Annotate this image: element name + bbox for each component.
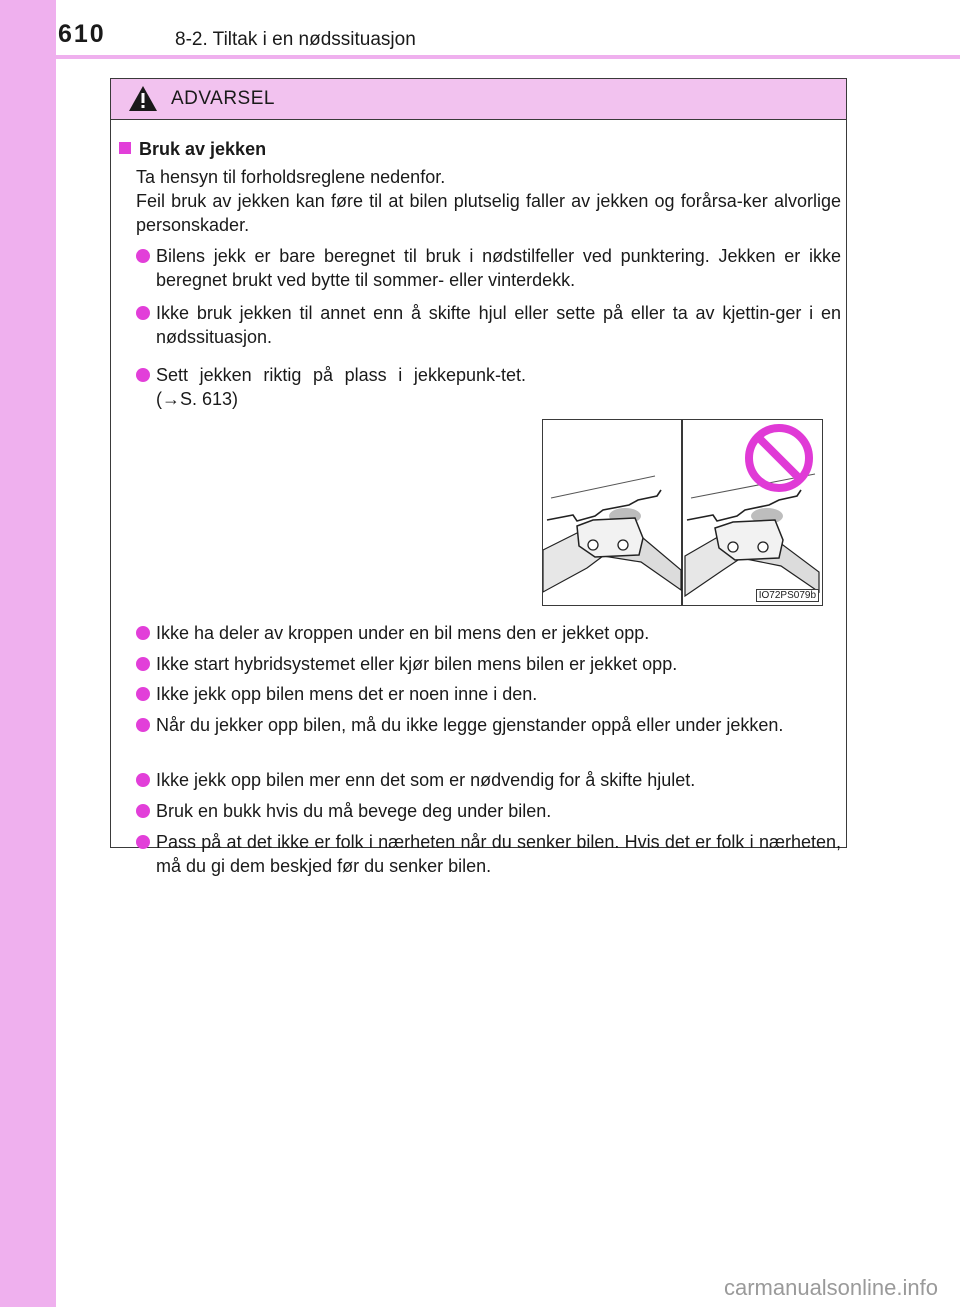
square-bullet-icon xyxy=(119,142,131,154)
side-band xyxy=(0,0,56,1307)
list-item: Når du jekker opp bilen, må du ikke legge gjenstander oppå eller under jekken. xyxy=(136,713,841,737)
intro-line-2: Feil bruk av jekken kan føre til at bilen plutselig faller av jekken og forårsa-ker alvorlige personskader. xyxy=(136,191,841,235)
warning-header xyxy=(111,79,846,120)
subheading xyxy=(119,139,266,160)
list-item: Sett jekken riktig på plass i jekkepunk-tet. (→S. 613) xyxy=(136,363,526,411)
list-item: Ikke jekk opp bilen mens det er noen inne i den. xyxy=(136,682,841,706)
figure-code: IO72PS079b xyxy=(756,589,819,602)
list-item: Ikke bruk jekken til annet enn å skifte hjul eller sette på eller ta av kjettin-ger i en nødssituasjon. xyxy=(136,301,841,349)
intro-line-1: Ta hensyn til forholdsreglene nedenfor. xyxy=(136,167,446,187)
bullet-icon xyxy=(136,687,150,701)
warning-label: ADVARSEL xyxy=(171,88,275,109)
list-item: Pass på at det ikke er folk i nærheten når du senker bilen. Hvis det er folk i nærheten, må du gi dem beskjed før du senker bilen. xyxy=(136,830,841,878)
list-item: Bruk en bukk hvis du må bevege deg under bilen. xyxy=(136,799,841,823)
bullet-icon xyxy=(136,804,150,818)
warning-box xyxy=(110,78,847,876)
warning-triangle-icon xyxy=(128,85,158,113)
list-item: Ikke start hybridsystemet eller kjør bilen mens bilen er jekket opp. xyxy=(136,652,841,676)
bullet-icon xyxy=(136,368,150,382)
list-item: Ikke ha deler av kroppen under en bil mens den er jekket opp. xyxy=(136,621,841,645)
bullet-icon xyxy=(136,306,150,320)
bullet-icon xyxy=(136,657,150,671)
page-number: 610 xyxy=(58,20,106,48)
jack-placement-figure xyxy=(542,419,823,606)
bullet-icon xyxy=(136,626,150,640)
bullet-icon xyxy=(136,835,150,849)
subheading-text: Bruk av jekken xyxy=(139,139,267,159)
watermark: carmanualsonline.info xyxy=(723,1275,938,1300)
header-rule xyxy=(56,55,960,59)
bullet-icon xyxy=(136,773,150,787)
bullet-icon xyxy=(136,249,150,263)
jack-illustration xyxy=(543,420,822,605)
list-item: Ikke jekk opp bilen mer enn det som er nødvendig for å skifte hjulet. xyxy=(136,768,841,792)
prohibited-icon xyxy=(749,428,809,488)
section-title: 8-2. Tiltak i en nødssituasjon xyxy=(175,29,416,50)
bullet-icon xyxy=(136,718,150,732)
list-item: Bilens jekk er bare beregnet til bruk i nødstilfeller ved punktering. Jekken er ikke beregnet brukt ved bytte til sommer- eller vinterdekk. xyxy=(136,244,841,292)
